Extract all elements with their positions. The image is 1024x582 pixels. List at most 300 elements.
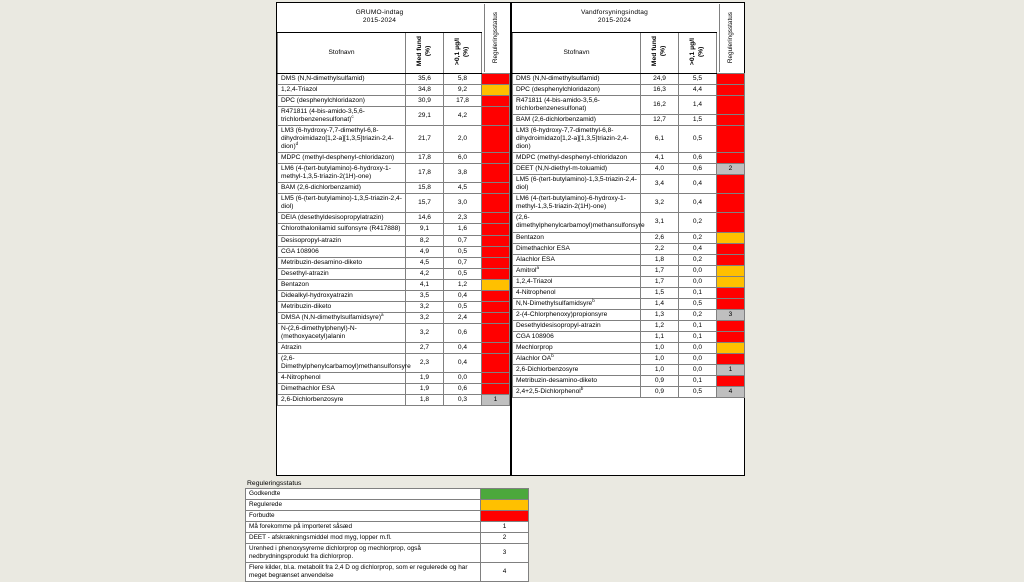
table-row [513,320,745,331]
over-limit-percent-cell: 0,1 [679,331,717,342]
table-row [513,386,745,397]
substance-name-cell: 1,2,4-Triazol [513,276,641,287]
over-limit-percent-cell: 0,3 [444,394,482,405]
found-percent-cell: 2,6 [641,232,679,243]
table-row [278,279,510,290]
substance-name-cell: Desisopropyl-atrazin [278,235,406,246]
legend-swatch [481,511,529,522]
over-limit-percent-cell: 0,4 [444,353,482,372]
legend-swatch: 4 [481,563,529,582]
status-badge [717,232,745,243]
found-percent-cell: 1,8 [641,254,679,265]
found-percent-cell: 2,3 [406,353,444,372]
substance-name-cell: 4-Nitrophenol [513,287,641,298]
footnote-marker: a [536,264,540,270]
table-row [513,243,745,254]
vandforsyning-col-over [679,32,717,73]
found-percent-cell: 1,0 [641,342,679,353]
table-row [278,342,510,353]
substance-name-cell: Didealkyl-hydroxyatrazin [278,290,406,301]
over-limit-percent-cell: 0,4 [679,175,717,194]
status-badge [482,279,510,290]
table-row [513,331,745,342]
over-limit-percent-cell: 0,0 [679,265,717,276]
over-limit-percent-cell: 0,4 [444,342,482,353]
found-percent-cell: 4,1 [641,153,679,164]
footnote-marker: c [351,113,354,119]
over-limit-percent-cell: 3,0 [444,194,482,213]
grumo-title: GRUMO-indtag [355,9,404,17]
substance-name-cell: LM5 (6-(tert-butylamino)-1,3,5-triazin-2,4-diol) [278,194,406,213]
legend-swatch [481,500,529,511]
table-row [513,126,745,153]
table-row [278,301,510,312]
legend-row [246,533,529,544]
table-row [513,213,745,232]
status-header-label: Reguleringsstatus [492,12,500,64]
table-row [278,164,510,183]
substance-name-cell: Atrazin [278,342,406,353]
over-limit-percent-cell: 4,4 [679,85,717,96]
over-limit-percent-cell: 0,0 [679,342,717,353]
legend-label: Godkendte [246,489,481,500]
found-percent-cell: 1,2 [641,320,679,331]
found-percent-cell: 24,9 [641,74,679,85]
table-title-row [513,3,745,32]
legend-title: Reguleringsstatus [247,480,302,487]
table-row [278,312,510,323]
substance-name-cell: Metribuzin-desamino-diketo [513,375,641,386]
substance-name-cell: N,N-Dimethylsulfamidsyre$^b$ [513,298,641,309]
status-badge [717,276,745,287]
table-row [513,265,745,276]
found-percent-cell: 2,7 [406,342,444,353]
found-percent-cell: 1,8 [406,394,444,405]
status-badge [717,213,745,232]
over-limit-percent-cell: 1,6 [444,224,482,235]
over-limit-percent-cell: 17,8 [444,96,482,107]
over-limit-percent-cell: 1,5 [679,115,717,126]
substance-name-cell: 4-Nitrophenol [278,372,406,383]
substance-name-cell: 2,6-Dichlorbenzosyre [513,364,641,375]
found-percent-cell: 15,7 [406,194,444,213]
substance-name-cell: Mechlorprop [513,342,641,353]
substance-name-cell: 1,2,4-Triazol [278,85,406,96]
table-row [278,96,510,107]
status-badge [717,254,745,265]
status-badge [482,164,510,183]
table-row [513,342,745,353]
grumo-status-header-cell [482,3,510,74]
over-limit-percent-cell: 0,0 [444,372,482,383]
found-percent-cell: 4,1 [406,279,444,290]
substance-name-cell: MDPC (methyl-desphenyl-chloridazon [513,153,641,164]
substance-name-cell: Bentazon [513,232,641,243]
grumo-title-cell [278,3,482,32]
over-limit-percent-cell: 0,0 [679,276,717,287]
table-row [513,164,745,175]
over-limit-percent-cell: 0,6 [679,153,717,164]
grumo-col-over [444,32,482,73]
substance-name-cell: LM3 (6-hydroxy-7,7-dimethyl-6,8-dihydroimidazo[1,2-a][1,3,5]triazin-2,4-dion) [513,126,641,153]
over-limit-percent-cell: 0,0 [679,364,717,375]
over-limit-percent-cell: 0,7 [444,257,482,268]
table-column-header-row [513,32,745,73]
status-badge [482,194,510,213]
status-badge [717,320,745,331]
over-limit-percent-cell: 5,8 [444,74,482,85]
found-percent-cell: 3,2 [641,194,679,213]
table-row [278,353,510,372]
substance-name-cell: Bentazon [278,279,406,290]
over-limit-percent-cell: 6,0 [444,153,482,164]
found-percent-cell: 17,8 [406,153,444,164]
substance-name-cell: LM3 (6-hydroxy-7,7-dimethyl-6,8-dihydroimidazo[1,2-a][1,3,5]triazin-2,4-dion)$^d$ [278,126,406,153]
found-percent-cell: 1,7 [641,265,679,276]
over-limit-percent-cell: 0,5 [679,298,717,309]
table-row [513,96,745,115]
found-percent-cell: 12,7 [641,115,679,126]
over-limit-percent-cell: 0,5 [444,268,482,279]
found-percent-cell: 2,2 [641,243,679,254]
substance-name-cell: Amitrol$^a$ [513,265,641,276]
status-badge [482,246,510,257]
status-badge [482,323,510,342]
over-limit-percent-cell: 0,1 [679,287,717,298]
table-row [513,85,745,96]
vandforsyning-col-found-label: Med fund (%) [651,36,667,67]
table-row [513,375,745,386]
status-badge [717,287,745,298]
substance-name-cell: Dimethachlor ESA [513,243,641,254]
legend-label: Må forekomme på importeret såsæd [246,522,481,533]
substance-name-cell: DEIA (desethyldesisopropylatrazin) [278,213,406,224]
status-badge [482,342,510,353]
over-limit-percent-cell: 0,4 [679,243,717,254]
found-percent-cell: 1,1 [641,331,679,342]
status-badge [482,183,510,194]
over-limit-percent-cell: 5,5 [679,74,717,85]
legend-row [246,489,529,500]
legend-label: Forbudte [246,511,481,522]
status-badge [482,353,510,372]
legend-panel [245,480,535,582]
found-percent-cell: 15,8 [406,183,444,194]
substance-name-cell: CGA 108906 [513,331,641,342]
status-badge [482,235,510,246]
legend-label: DEET - afskrækningsmiddel mod myg, lopper m.fl. [246,533,481,544]
found-percent-cell: 4,0 [641,164,679,175]
found-percent-cell: 35,6 [406,74,444,85]
over-limit-percent-cell: 0,4 [679,194,717,213]
grumo-table [277,3,510,406]
over-limit-percent-cell: 0,2 [679,309,717,320]
table-row [513,276,745,287]
table-row [278,394,510,405]
found-percent-cell: 0,9 [641,386,679,397]
substance-name-cell: DMS (N,N-dimethylsulfamid) [513,74,641,85]
status-header-label: Reguleringsstatus [727,12,735,64]
substance-name-cell: LM6 (4-(tert-butylamino)-6-hydroxy-1-methyl-1,3,5-triazin-2(1H)-one) [278,164,406,183]
status-badge [717,115,745,126]
grumo-years: 2015-2024 [362,17,397,25]
table-row [278,107,510,126]
status-badge: 2 [717,164,745,175]
over-limit-percent-cell: 9,2 [444,85,482,96]
found-percent-cell: 1,5 [641,287,679,298]
status-badge [717,153,745,164]
found-percent-cell: 3,5 [406,290,444,301]
found-percent-cell: 1,0 [641,364,679,375]
status-badge [717,243,745,254]
grumo-table-body [278,74,510,406]
over-limit-percent-cell: 0,5 [444,246,482,257]
table-row [278,257,510,268]
over-limit-percent-cell: 0,6 [444,323,482,342]
over-limit-percent-cell: 0,6 [679,164,717,175]
found-percent-cell: 3,2 [406,323,444,342]
grumo-table-panel [276,2,511,476]
over-limit-percent-cell: 3,8 [444,164,482,183]
substance-name-cell: Alachlor $OA^b$ [513,353,641,364]
table-row [278,372,510,383]
over-limit-percent-cell: 0,5 [679,386,717,397]
found-percent-cell: 3,2 [406,301,444,312]
substance-name-cell: DMS (N,N-dimethylsulfamid) [278,74,406,85]
substance-name-cell: DMSA (N,N-dimethylsulfamidsyre)$^a$ [278,312,406,323]
found-percent-cell: 4,2 [406,268,444,279]
legend-row [246,511,529,522]
legend-label: Flere kilder, bl.a. metabolit fra 2,4 D og dichlorprop, som er regulerede og har meget begrænset anvendelse [246,563,481,582]
substance-name-cell: LM6 (4-(tert-butylamino)-6-hydroxy-1-methyl-1,3,5-triazin-2(1H)-one) [513,194,641,213]
status-badge [717,194,745,213]
over-limit-percent-cell: 2,3 [444,213,482,224]
status-badge [482,372,510,383]
table-row [278,246,510,257]
vandforsyning-table-panel [511,2,745,476]
status-badge [717,74,745,85]
status-badge [717,85,745,96]
table-row [278,290,510,301]
table-row [278,235,510,246]
substance-name-cell: 2,6-Dichlorbenzosyre [278,394,406,405]
table-row [513,287,745,298]
status-badge [482,74,510,85]
over-limit-percent-cell: 0,7 [444,235,482,246]
substance-name-cell: (2,6-dimethylphenylcarbamoyl)methansulfonsyre [513,213,641,232]
footnote-marker: b [592,297,595,303]
substance-name-cell: Metribuzin-diketo [278,301,406,312]
table-row [278,194,510,213]
found-percent-cell: 1,3 [641,309,679,320]
found-percent-cell: 8,2 [406,235,444,246]
over-limit-percent-cell: 4,2 [444,107,482,126]
footnote-marker: b [551,352,554,358]
table-row [278,153,510,164]
over-limit-percent-cell: 2,4 [444,312,482,323]
substance-name-cell: Dimethachlor ESA [278,383,406,394]
vandforsyning-status-header-cell [717,3,745,74]
found-percent-cell: 1,0 [641,353,679,364]
found-percent-cell: 3,2 [406,312,444,323]
status-badge [482,96,510,107]
footnote-marker: a [381,311,384,317]
status-badge [717,298,745,309]
table-row [513,194,745,213]
legend-row [246,563,529,582]
legend-row [246,544,529,563]
over-limit-percent-cell: 0,4 [444,290,482,301]
found-percent-cell: 29,1 [406,107,444,126]
found-percent-cell: 0,9 [641,375,679,386]
status-badge: 4 [717,386,745,397]
found-percent-cell: 16,2 [641,96,679,115]
found-percent-cell: 3,4 [641,175,679,194]
table-row [278,213,510,224]
over-limit-percent-cell: 1,4 [679,96,717,115]
table-row [513,232,745,243]
status-badge [482,312,510,323]
found-percent-cell: 1,9 [406,383,444,394]
status-badge [482,85,510,96]
found-percent-cell: 14,6 [406,213,444,224]
table-row [513,115,745,126]
substance-name-cell: BAM (2,6-dichlorbenzamid) [278,183,406,194]
found-percent-cell: 21,7 [406,126,444,153]
table-row [513,309,745,320]
status-badge [482,383,510,394]
table-row [278,383,510,394]
table-row [278,85,510,96]
status-badge [482,126,510,153]
table-row [278,74,510,85]
status-badge: 1 [482,394,510,405]
vandforsyning-col-over-label: >0,1 µg/l (%) [689,37,705,65]
found-percent-cell: 34,8 [406,85,444,96]
status-badge [482,213,510,224]
substance-name-cell: DPC (desphenylchloridazon) [513,85,641,96]
table-row [513,254,745,265]
substance-name-cell: R471811 (4-bis-amido-3,5,6-trichlorbenzenesulfonat) [513,96,641,115]
status-badge [717,375,745,386]
footnote-marker: d [295,141,299,147]
found-percent-cell: 30,9 [406,96,444,107]
legend-label: Urenhed i phenoxysyrerne dichlorprop og mechlorprop, også nedbrydningsprodukt fra dichlorprop. [246,544,481,563]
substance-name-cell: Chlorothalonilamid sulfonsyre (R417888) [278,224,406,235]
found-percent-cell: 3,1 [641,213,679,232]
substance-name-cell: Desethyldesisopropyl-atrazin [513,320,641,331]
over-limit-percent-cell: 0,1 [679,320,717,331]
vandforsyning-title-cell [513,3,717,32]
over-limit-percent-cell: 2,0 [444,126,482,153]
table-row [513,74,745,85]
substance-name-cell: DPC (desphenylchloridazon) [278,96,406,107]
status-badge: 1 [717,364,745,375]
substance-name-cell: Metribuzin-desamino-diketo [278,257,406,268]
grumo-col-found-label: Med fund (%) [416,36,432,67]
over-limit-percent-cell: 0,0 [679,353,717,364]
table-row [278,268,510,279]
status-badge [482,153,510,164]
found-percent-cell: 1,7 [641,276,679,287]
substance-name-cell: 2,4+2,5-Dichlorphenol$^b$ [513,386,641,397]
status-badge [482,290,510,301]
vandforsyning-table-body [513,74,745,398]
status-badge [717,342,745,353]
found-percent-cell: 4,5 [406,257,444,268]
over-limit-percent-cell: 0,6 [444,383,482,394]
found-percent-cell: 6,1 [641,126,679,153]
status-badge [482,107,510,126]
vandforsyning-title: Vandforsyningsindtag [581,9,648,17]
table-row [513,298,745,309]
status-badge [717,175,745,194]
status-badge [482,257,510,268]
found-percent-cell: 1,4 [641,298,679,309]
table-row [513,364,745,375]
over-limit-percent-cell: 0,1 [679,375,717,386]
table-row [513,175,745,194]
substance-name-cell: CGA 108906 [278,246,406,257]
status-badge [482,268,510,279]
over-limit-percent-cell: 0,5 [444,301,482,312]
footnote-marker: b [580,385,584,391]
found-percent-cell: 17,8 [406,164,444,183]
table-row [278,126,510,153]
legend-row [246,522,529,533]
substance-name-cell: DEET (N,N-diethyl-m-toluamid) [513,164,641,175]
legend-row [246,500,529,511]
found-percent-cell: 1,9 [406,372,444,383]
table-row [513,153,745,164]
over-limit-percent-cell: 1,2 [444,279,482,290]
legend-swatch: 3 [481,544,529,563]
legend-swatch: 2 [481,533,529,544]
table-row [513,353,745,364]
substance-name-cell: LM5 (6-(tert-butylamino)-1,3,5-triazin-2,4-diol) [513,175,641,194]
status-badge [717,126,745,153]
substance-name-cell: Desethyl-atrazin [278,268,406,279]
vandforsyning-table [512,3,745,398]
substance-name-cell: 2-(4-Chlorphenoxy)propionsyre [513,309,641,320]
over-limit-percent-cell: 0,2 [679,232,717,243]
over-limit-percent-cell: 4,5 [444,183,482,194]
table-row [278,183,510,194]
grumo-col-found [406,32,444,73]
status-badge: 3 [717,309,745,320]
over-limit-percent-cell: 0,5 [679,126,717,153]
status-badge [717,331,745,342]
legend-swatch [481,489,529,500]
status-badge [717,265,745,276]
status-badge [717,353,745,364]
grumo-col-substance: Stofnavn [278,32,406,73]
substance-name-cell: MDPC (methyl-desphenyl-chloridazon) [278,153,406,164]
legend-table [245,488,529,582]
substance-name-cell: BAM (2,6-dichlorbenzamid) [513,115,641,126]
over-limit-percent-cell: 0,2 [679,254,717,265]
substance-name-cell: (2,6-Dimethylphenylcarbamoyl)methansulfonsyre [278,353,406,372]
table-row [278,323,510,342]
legend-label: Regulerede [246,500,481,511]
found-percent-cell: 4,9 [406,246,444,257]
table-column-header-row [278,32,510,73]
status-badge [717,96,745,115]
found-percent-cell: 16,3 [641,85,679,96]
table-title-row [278,3,510,32]
found-percent-cell: 9,1 [406,224,444,235]
vandforsyning-col-substance: Stofnavn [513,32,641,73]
